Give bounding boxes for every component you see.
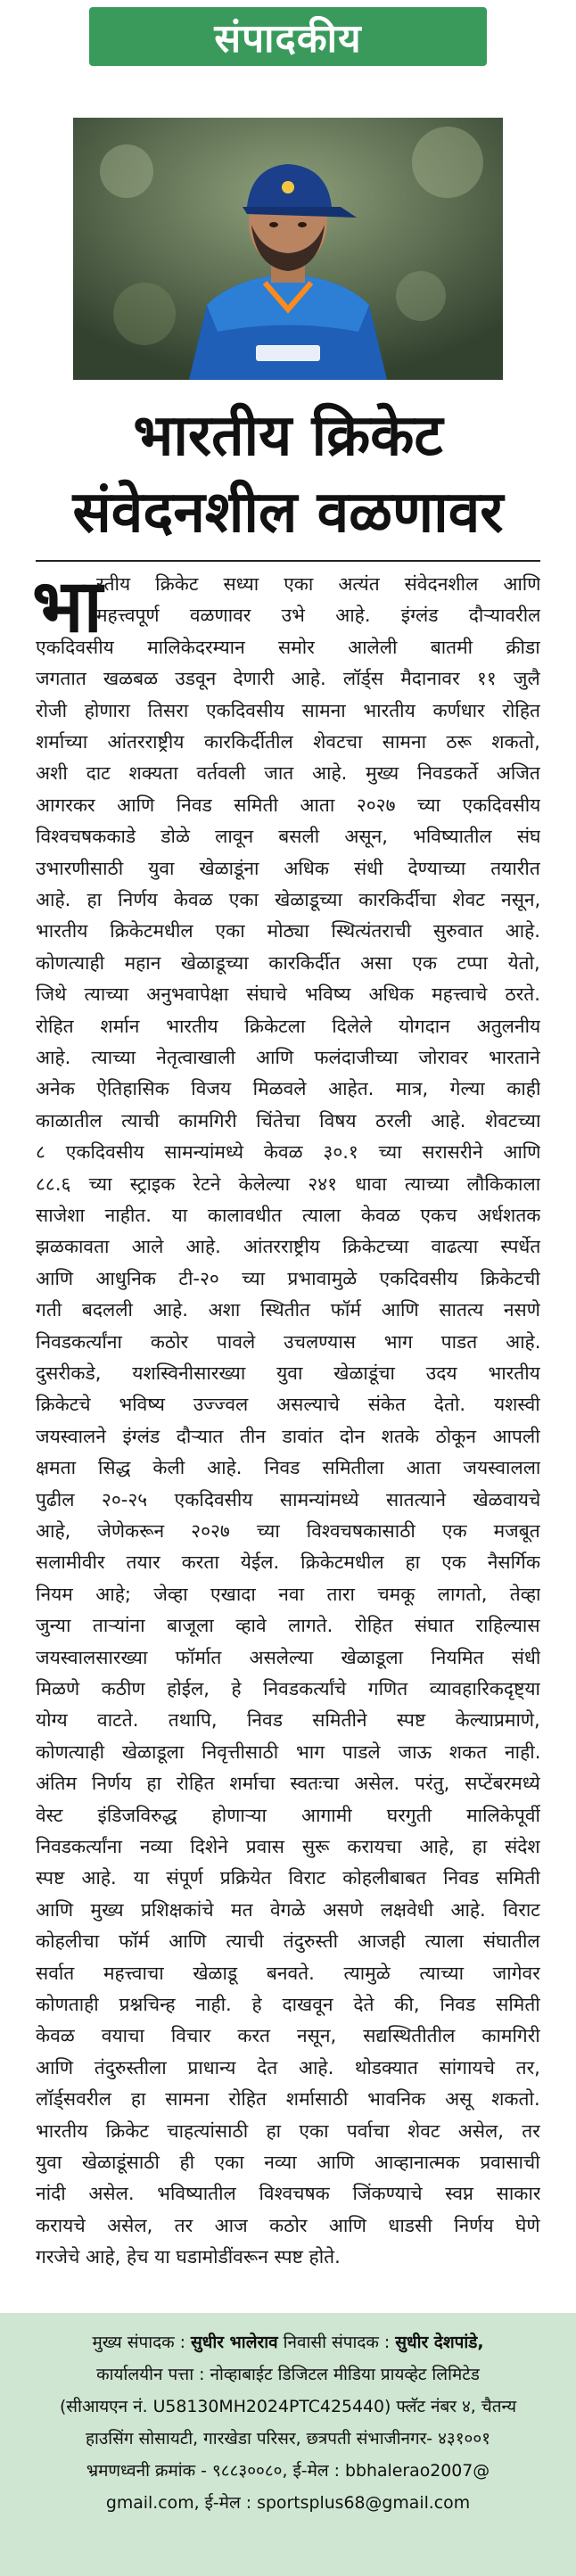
article-line: सलामीवीर तयार करता येईल. क्रिकेटमधील हा एक नैसर्गिक — [36, 1551, 540, 1574]
article-line: रोजी होणारा तिसरा एकदिवसीय सामना भारतीय कर्णधार रोहित — [36, 699, 540, 721]
article-line: आहे. त्याच्या नेतृत्वाखाली आणि फलंदाजीच्या जोरावर भारताने — [36, 1047, 540, 1068]
article-line: निवडकर्त्यांना नव्या दिशेने प्रवास सुरू करायचा आहे, हा संदेश — [36, 1836, 540, 1857]
article-line: नियम आहे; जेव्हा एखादा नवा तारा चमकू लागतो, तेव्हा — [36, 1583, 540, 1605]
article-line: कोहलीचा फॉर्म आणि त्याची तंदुरुस्ती आजही त्याला संघातील — [36, 1930, 540, 1953]
article-line: दुसरीकडे, यशस्विनीसारख्या युवा खेळाडूंचा उदय भारतीय — [36, 1362, 540, 1384]
article-line: महत्त्वपूर्ण वळणावर उभे आहे. इंग्लंड दौऱ्यावरील — [96, 605, 540, 627]
article-line: साजेशा नाहीत. या कालावधीत त्याला केवळ एकच अर्धशतक — [36, 1205, 540, 1226]
article-line: जुन्या ताऱ्यांना बाजूला व्हावे लागते. रोहित संघात राहिल्यास — [36, 1615, 540, 1637]
article-line: सर्वात महत्त्वाचा खेळाडू बनवते. त्यामुळे त्याच्या जागेवर — [36, 1962, 540, 1984]
article-line: गती बदलली आहे. अशा स्थितीत फॉर्म आणि सातत्य नसणे — [36, 1299, 540, 1321]
article-line: मिळणे कठीण होईल, हे निवडकर्त्यांचे गणित व्यावहारिकदृष्ट्या — [36, 1678, 540, 1700]
article-line: आणि तंदुरुस्तीला प्राधान्य देत आहे. थोडक्यात सांगायचे तर, — [36, 2056, 540, 2078]
article-line: केवळ वयाचा विचार करत नसून, सद्यस्थितीतील कामगिरी — [36, 2025, 540, 2047]
article-line: रतीय क्रिकेट सध्या एका अत्यंत संवेदनशील आणि — [96, 573, 540, 595]
article-line: जयस्वालसारख्या फॉर्मात असलेल्या खेळाडूला नियमित संधी — [36, 1646, 540, 1668]
article-line: पुढील २०-२५ एकदिवसीय सामन्यांमध्ये सातत्याने खेळवायचे — [36, 1488, 540, 1510]
headline-divider — [36, 560, 540, 562]
article-line: योग्य वाटते. तथापि, निवड समितीने स्पष्ट केल्याप्रमाणे, — [36, 1709, 540, 1732]
article-line: एकदिवसीय मालिकेदरम्यान समोर आलेली बातमी क्रीडा — [36, 636, 540, 658]
article-dropcap: भा — [32, 564, 103, 649]
editor-label: मुख्य संपादक : — [92, 2333, 185, 2352]
article-line: निवडकर्त्यांना कठोर पावले उचलण्यास भाग पाडत आहे. — [36, 1330, 540, 1353]
cricketer-photo-illustration — [73, 118, 503, 380]
article-line: कोणत्याही खेळाडूला निवृत्तीसाठी भाग पाडले जाऊ शकत नाही. — [36, 1741, 540, 1763]
article-line: विश्वचषककाडे डोळे लावून बसली असून, भविष्यातील संघ — [36, 826, 540, 848]
headline-line-1: भारतीय क्रिकेट — [133, 402, 443, 469]
article-line: काळातील त्याची कामगिरी चिंतेचा विषय ठरली आहे. शेवटच्या — [36, 1109, 540, 1132]
article-line: कोणत्याही महान खेळाडूच्या कारकिर्दीत असा एक टप्पा येतो, — [36, 951, 540, 974]
article-line: युवा खेळाडूंसाठी ही एका नव्या आणि आव्हानात्मक प्रवासाची — [36, 2152, 540, 2173]
article-line: स्पष्ट आहे. या संपूर्ण प्रक्रियेत विराट कोहलीबाबत निवड समिती — [36, 1867, 540, 1889]
editor-name: सुधीर भालेराव — [190, 2333, 278, 2352]
article-photo — [73, 118, 503, 380]
resident-editor-label: निवासी संपादक : — [283, 2333, 391, 2352]
article-line: आणि मुख्य प्रशिक्षकांचे मत वेगळे असणे लक्षवेधी आहे. विराट — [36, 1898, 540, 1921]
cin-line: (सीआयएन नं. U58130MH2024PTC425440) फ्लॅट नंबर ४, चैतन्य — [59, 2397, 517, 2416]
article-line: क्षमता सिद्ध केली आहे. निवड समितीला आता जयस्वालला — [36, 1457, 540, 1479]
article-line: जिथे त्याच्या अनुभवापेक्षा संघाचे भविष्य अधिक महत्त्वाचे ठरते. — [36, 983, 540, 1006]
article-line: अंतिम निर्णय हा रोहित शर्माचा स्वतःचा असेल. परंतु, सप्टेंबरमध्ये — [36, 1773, 540, 1795]
article-line: भारतीय क्रिकेटमधील एका मोठ्या स्थित्यंतराची सुरुवात आहे. — [36, 920, 540, 942]
article-line: शर्माच्या आंतरराष्ट्रीय कारकिर्दीतील शेवटचा सामना ठरू शकतो, — [36, 731, 540, 753]
headline-line-2: संवेदनशील वळणावर — [72, 479, 504, 546]
article-line: उभारणीसाठी युवा खेळाडूंना अधिक संधी देण्याच्या तयारीत — [36, 857, 540, 879]
article-line: ८८.६ च्या स्ट्राइक रेटने केलेल्या २४१ धावा त्याच्या लौकिकाला — [36, 1173, 540, 1195]
article-line: आहे, जेणेकरून २०२७ च्या विश्वचषकासाठी एक मजबूत — [36, 1520, 540, 1542]
section-banner — [89, 7, 487, 66]
phone-line: भ्रमणध्वनी क्रमांक - ९८८३००८०, ई-मेल : bbhalerao2007@ — [86, 2461, 490, 2481]
address-line: हाउसिंग सोसायटी, गारखेडा परिसर, छत्रपती संभाजीनगर- ४३१००१ — [86, 2429, 490, 2448]
email-line: gmail.com, ई-मेल : sportsplus68@gmail.com — [105, 2493, 471, 2513]
article-line: लॉर्ड्सवरील हा सामना रोहित शर्मासाठी भावनिक असू शकतो. — [36, 2088, 540, 2111]
office-address-line: कार्यालयीन पत्ता : नोव्हाबाईट डिजिटल मीडिया प्रायव्हेट लिमिटेड — [96, 2365, 480, 2384]
masthead-footer — [0, 2313, 576, 2576]
article-line: जयस्वालने इंग्लंड दौऱ्यात तीन डावांत दोन शतके ठोकून आपली — [36, 1425, 540, 1447]
article-line: वेस्ट इंडिजविरुद्ध होणाऱ्या आगामी घरगुती मालिकेपूर्वी — [36, 1804, 540, 1826]
article-line: कोणताही प्रश्नचिन्ह नाही. हे दाखवून देते की, निवड समिती — [36, 1994, 540, 2015]
editor-line — [0, 2327, 576, 2358]
article-line: रोहित शर्मान भारतीय क्रिकेटला दिलेले योगदान अतुलनीय — [36, 1015, 540, 1037]
section-title: संपादकीय — [214, 16, 362, 62]
article-line: अनेक ऐतिहासिक विजय मिळवले आहेत. मात्र, गेल्या काही — [36, 1078, 540, 1100]
article-line: अशी दाट शक्यता वर्तवली जात आहे. मुख्य निवडकर्ते अजित — [36, 762, 540, 785]
article-line: क्रिकेटचे भविष्य उज्ज्वल असल्याचे संकेत देतो. यशस्वी — [36, 1394, 540, 1416]
article-line: आगरकर आणि निवड समिती आता २०२७ च्या एकदिवसीय — [36, 794, 540, 816]
article-line: नांदी असेल. भविष्यातील विश्वचषक जिंकण्याचे स्वप्न साकार — [36, 2183, 540, 2205]
article-line: जगतात खळबळ उडवून देणारी आहे. लॉर्ड्स मैदानावर ११ जुलै — [36, 668, 540, 690]
article-line: आहे. हा निर्णय केवळ एका खेळाडूच्या कारकिर्दीचा शेवट नसून, — [36, 889, 540, 910]
article-line: गरजेचे आहे, हेच या घडामोडींवरून स्पष्ट होते. — [36, 2246, 341, 2268]
article-line: आणि आधुनिक टी-२० च्या प्रभावामुळे एकदिवसीय क्रिकेटची — [36, 1267, 540, 1289]
resident-editor-name: सुधीर देशपांडे, — [395, 2333, 484, 2352]
article-line: झळकावता आले आहे. आंतरराष्ट्रीय क्रिकेटच्या वाढत्या स्पर्धेत — [36, 1236, 540, 1258]
article-line: भारतीय क्रिकेट चाहत्यांसाठी हा एका पर्वाचा शेवट असेल, तर — [36, 2119, 540, 2142]
article-line: करायचे असेल, तर आज कठोर आणि धाडसी निर्णय घेणे — [36, 2214, 540, 2236]
article-line: ८ एकदिवसीय सामन्यांमध्ये केवळ ३०.१ च्या सरासरीने आणि — [36, 1141, 540, 1164]
